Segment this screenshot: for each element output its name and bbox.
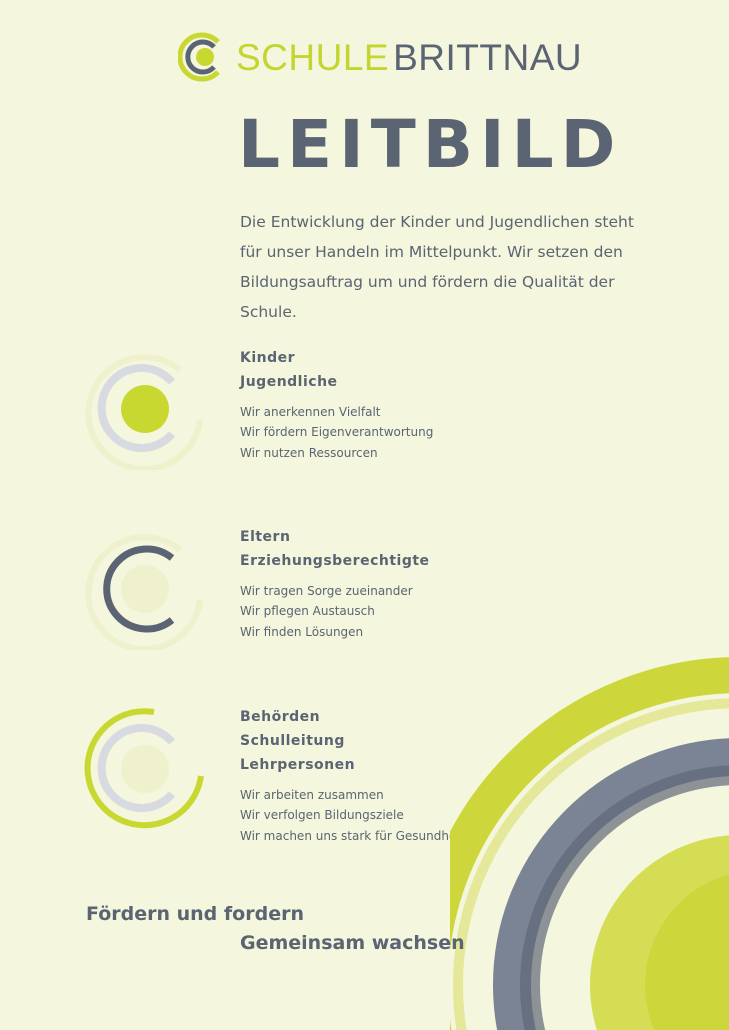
group-heading: Jugendliche <box>240 374 338 390</box>
list-item: Wir tragen Sorge zueinander <box>240 584 413 598</box>
slogan-line-2: Gemeinsam wachsen <box>240 932 465 954</box>
logo-rings-icon <box>178 30 232 84</box>
group-heading: Schulleitung <box>240 733 345 749</box>
group-children <box>240 346 433 463</box>
logo-text-brittnau: BRITTNAU <box>393 36 583 78</box>
page-title: LEITBILD <box>238 106 623 183</box>
group-heading: Kinder <box>240 350 296 366</box>
authorities-rings-icon <box>84 708 206 830</box>
logo-text-schule: SCHULE <box>236 36 390 78</box>
group-heading: Erziehungsberechtigte <box>240 553 430 569</box>
list-item: Wir arbeiten zusammen <box>240 788 384 802</box>
school-logo <box>178 30 582 84</box>
group-authorities <box>240 705 464 846</box>
slogan-line-1: Fördern und fordern <box>86 903 304 925</box>
group-heading: Lehrpersonen <box>240 757 356 773</box>
intro-text: Die Entwicklung der Kinder und Jugendlichen steht für unser Handeln im Mittelpunkt. Wir setzen den Bildungsauftrag um und fördern die Qualität der Schule. <box>240 213 634 321</box>
parents-rings-icon <box>84 528 206 650</box>
list-item: Wir nutzen Ressourcen <box>240 445 378 460</box>
decorative-rings-graphic <box>450 640 729 1030</box>
group-heading: Behörden <box>240 709 321 725</box>
list-item: Wir anerkennen Vielfalt <box>240 405 381 419</box>
children-rings-icon <box>84 348 206 470</box>
list-item: Wir verfolgen Bildungsziele <box>240 808 404 823</box>
list-item: Wir finden Lösungen <box>240 624 364 639</box>
list-item: Wir machen uns stark für Gesundheit <box>240 828 465 843</box>
list-item: Wir fördern Eigenverantwortung <box>240 425 434 440</box>
list-item: Wir pflegen Austausch <box>240 604 375 619</box>
group-heading: Eltern <box>240 529 291 545</box>
group-parents <box>240 525 430 642</box>
